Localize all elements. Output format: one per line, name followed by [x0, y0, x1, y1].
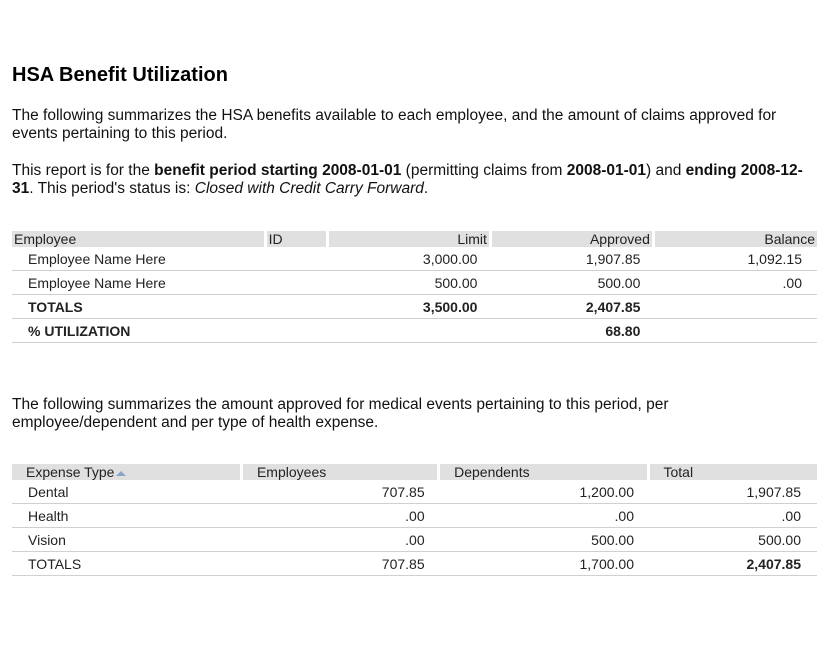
approved-value: 1,907.85: [490, 247, 653, 271]
totals-label: TOTALS: [12, 295, 265, 319]
col-dependents[interactable]: Dependents: [439, 464, 648, 480]
table-row: [12, 528, 817, 552]
totals-limit: 3,500.00: [327, 295, 490, 319]
totals-dependents: 1,700.00: [439, 552, 648, 576]
sort-ascending-icon[interactable]: [116, 471, 126, 476]
period-start: benefit period starting 2008-01-01: [154, 162, 402, 179]
expense-header-row: [12, 464, 817, 480]
period-text-3: ) and: [646, 162, 686, 179]
col-id[interactable]: ID: [265, 231, 327, 247]
period-text-4: . This period's status is:: [29, 180, 195, 197]
page-title: HSA Benefit Utilization: [12, 64, 228, 86]
totals-total: 2,407.85: [648, 552, 817, 576]
total-value: .00: [648, 504, 817, 528]
totals-row: [12, 295, 817, 319]
col-expense-type[interactable]: [12, 464, 241, 480]
dependents-value: 500.00: [439, 528, 648, 552]
employees-value: .00: [241, 528, 438, 552]
employees-value: .00: [241, 504, 438, 528]
employees-value: 707.85: [241, 480, 438, 504]
col-balance[interactable]: Balance: [653, 231, 817, 247]
utilization-row: [12, 319, 817, 343]
table-row: [12, 247, 817, 271]
table-row: [12, 271, 817, 295]
table-row: [12, 504, 817, 528]
benefits-table: [12, 231, 817, 343]
expense-type: Health: [12, 504, 241, 528]
period-status: Closed with Credit Carry Forward: [194, 180, 424, 197]
col-limit[interactable]: Limit: [327, 231, 490, 247]
period-text: [12, 162, 812, 198]
balance-value: .00: [653, 271, 817, 295]
total-value: 500.00: [648, 528, 817, 552]
total-value: 1,907.85: [648, 480, 817, 504]
totals-balance: [653, 295, 817, 319]
limit-value: 500.00: [327, 271, 490, 295]
balance-value: 1,092.15: [653, 247, 817, 271]
intro-text: The following summarizes the HSA benefits available to each employee, and the amount of claims approved for events pertaining to this period.: [12, 107, 777, 142]
col-expense-type-label: Expense Type: [26, 464, 115, 480]
period-end: ending 2008-12-31: [12, 162, 803, 197]
utilization-balance: [653, 319, 817, 343]
totals-row: [12, 552, 817, 576]
employee-name: Employee Name Here: [12, 247, 265, 271]
totals-employees: 707.85: [241, 552, 438, 576]
employee-id: [265, 271, 327, 295]
expense-type: Dental: [12, 480, 241, 504]
limit-value: 3,000.00: [327, 247, 490, 271]
utilization-label: % UTILIZATION: [12, 319, 265, 343]
expense-table: [12, 464, 817, 576]
expense-intro-text: The following summarizes the amount approved for medical events pertaining to this period, per employee/dependent and per type of health expense.: [12, 396, 669, 431]
approved-value: 500.00: [490, 271, 653, 295]
employee-name: Employee Name Here: [12, 271, 265, 295]
period-text-1: This report is for the: [12, 162, 155, 179]
dependents-value: .00: [439, 504, 648, 528]
utilization-id: [265, 319, 327, 343]
period-text-5: .: [423, 180, 429, 197]
claims-from-date: 2008-01-01: [566, 162, 647, 179]
totals-id: [265, 295, 327, 319]
utilization-limit: [327, 319, 490, 343]
benefits-header-row: [12, 231, 817, 247]
col-employees[interactable]: Employees: [241, 464, 438, 480]
totals-approved: 2,407.85: [490, 295, 653, 319]
col-employee[interactable]: Employee: [12, 231, 265, 247]
employee-id: [265, 247, 327, 271]
utilization-value: 68.80: [490, 319, 653, 343]
totals-label: TOTALS: [12, 552, 241, 576]
col-approved[interactable]: Approved: [490, 231, 653, 247]
period-text-2: (permitting claims from: [401, 162, 567, 179]
col-total[interactable]: Total: [648, 464, 817, 480]
dependents-value: 1,200.00: [439, 480, 648, 504]
table-row: [12, 480, 817, 504]
expense-type: Vision: [12, 528, 241, 552]
